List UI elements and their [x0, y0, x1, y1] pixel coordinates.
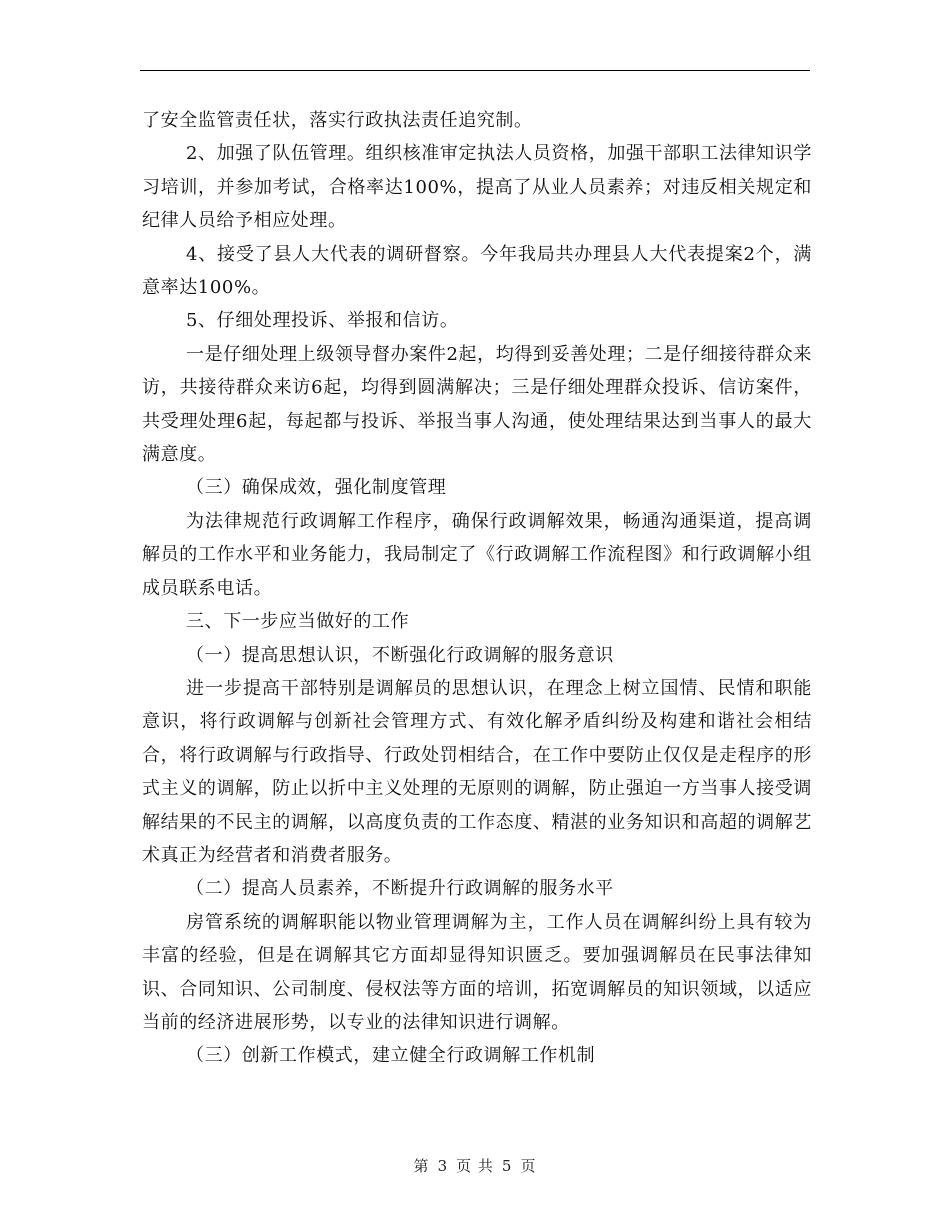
paragraph-4: 5、仔细处理投诉、举报和信访。	[186, 310, 459, 332]
footer-suffix: 页	[520, 1157, 537, 1175]
page-footer	[0, 1155, 950, 1176]
paragraph-7: 进一步提高干部特别是调解员的思想认识，在理念上树立国情、民情和职能意识，将行政调解与创新社会管理方式、有效化解矛盾纠纷及构建和谐社会相结合，将行政调解与行政指导、行政处罚相结合，在工作中要防止仅仅是走程序的形式主义的调解，防止以折中主义处理的无原则的调解，防止强迫一方当事人接受调解结果的不民主的调解，以高度负责的工作态度、精湛的业务知识和高超的调解艺术真正为经营者和消费者服务。	[142, 677, 812, 866]
section-heading-3: （三）确保成效，强化制度管理	[186, 477, 447, 499]
section-heading-3b: （三）创新工作模式，建立健全行政调解工作机制	[186, 1045, 596, 1067]
paragraph-1: 了安全监管责任状，落实行政执法责任追究制。	[142, 110, 533, 131]
footer-page-number: 3	[437, 1157, 449, 1175]
paragraph-2: 2、加强了队伍管理。组织核准审定执法人员资格，加强干部职工法律知识学习培训，并参加考试，合格率达100%，提高了从业人员素养；对违反相关规定和纪律人员给予相应处理。	[142, 143, 812, 232]
footer-middle: 页 共	[456, 1157, 494, 1175]
document-body	[142, 104, 812, 1073]
section-heading-1: （一）提高思想认识，不断强化行政调解的服务意识	[186, 644, 614, 666]
paragraph-5: 一是仔细处理上级领导督办案件2起，均得到妥善处理；二是仔细接待群众来访，共接待群众来访6起，均得到圆满解决；三是仔细处理群众投诉、信访案件，共受理处理6起，每起都与投诉、举报当事人沟通，使处理结果达到当事人的最大满意度。	[142, 343, 812, 466]
paragraph-8: 房管系统的调解职能以物业管理调解为主，工作人员在调解纠纷上具有较为丰富的经验，但是在调解其它方面却显得知识匮乏。要加强调解员在民事法律知识、合同知识、公司制度、侵权法等方面的培训，拓宽调解员的知识领域，以适应当前的经济进展形势，以专业的法律知识进行调解。	[142, 911, 812, 1033]
header-rule	[140, 70, 810, 71]
section-heading-2: （二）提高人员素养，不断提升行政调解的服务水平	[186, 878, 614, 900]
footer-total-pages: 5	[501, 1157, 513, 1175]
footer-prefix: 第	[413, 1157, 430, 1175]
paragraph-6: 为法律规范行政调解工作程序，确保行政调解效果，畅通沟通渠道，提高调解员的工作水平和业务能力，我局制定了《行政调解工作流程图》和行政调解小组成员联系电话。	[142, 510, 812, 599]
chapter-heading-3: 三、下一步应当做好的工作	[186, 611, 410, 633]
paragraph-3: 4、接受了县人大代表的调研督察。今年我局共办理县人大代表提案2个，满意率达100%。	[142, 243, 812, 299]
